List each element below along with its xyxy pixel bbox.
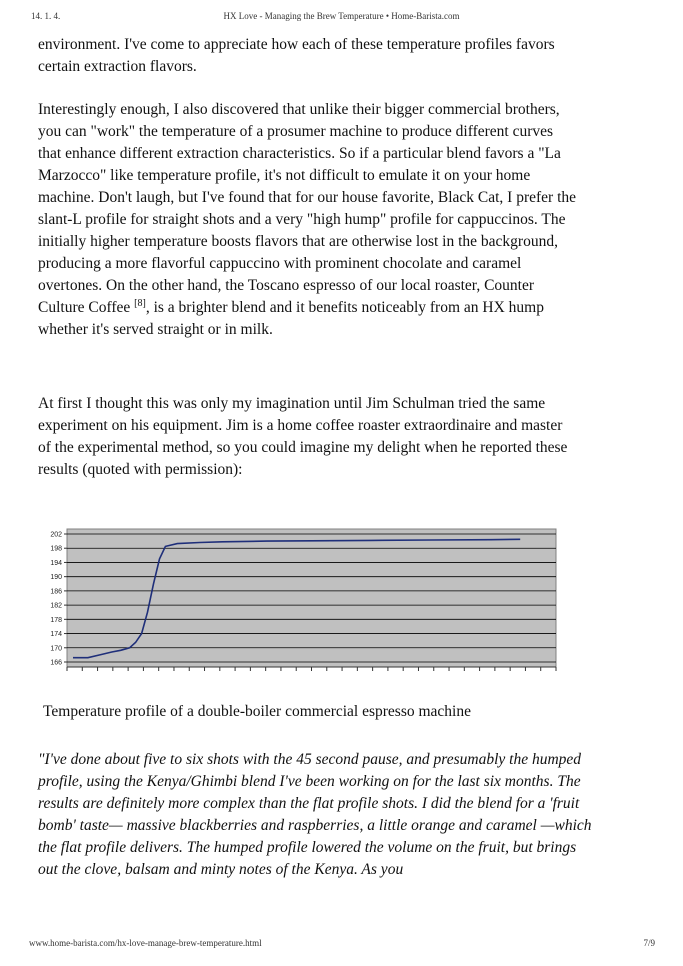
- figure-caption: Temperature profile of a double-boiler commercial espresso machine: [43, 703, 471, 720]
- y-tick-label: 198: [50, 545, 62, 553]
- paragraph-text: At first I thought this was only my imagination until Jim Schulman tried the same experiment on his equipment. Jim is a home coffee roaster extraordinaire and master of the experimental method, so you could imagine my delight when he reported these results (quoted with permission):: [38, 395, 568, 478]
- page-number: 7/9: [643, 938, 655, 948]
- paragraph-text: environment. I've come to appreciate how each of these temperature profiles favors certain extraction flavors.: [38, 36, 555, 75]
- article-paragraph: [38, 99, 578, 341]
- page-title: HX Love - Managing the Brew Temperature • Home-Barista.com: [223, 11, 460, 21]
- page-url: www.home-barista.com/hx-love-manage-brew-temperature.html: [29, 938, 262, 948]
- y-tick-label: 186: [50, 588, 62, 596]
- y-axis: [50, 532, 67, 667]
- y-tick-label: 194: [50, 559, 62, 567]
- y-tick-label: 166: [50, 659, 62, 667]
- y-tick-label: 182: [50, 602, 62, 610]
- paragraph-text: [38, 99, 578, 341]
- paragraph-text-part: Interestingly enough, I also discovered that unlike their bigger commercial brothers, you can "work" the temperature of a prosumer machine to produce different curves that enhance different extraction characteristics. So if a particular blend favors a "La Marzocco" like temperature profile, it's not difficult to emulate it on your home machine. Don't laugh, but I've found that for our house favorite, Black Cat, I prefer the slant-L profile for straight shots and a very "high hump" profile for cappuccinos. The initially higher temperature boosts flavors that are otherwise lost in the background, producing a more flavorful cappuccino with prominent chocolate and caramel overtones. On the other hand, the Toscano espresso of our local roaster, Counter Culture Coffee: [38, 101, 577, 316]
- article-paragraph: [38, 393, 578, 481]
- x-axis: [67, 667, 556, 671]
- footnote-ref-link[interactable]: [8]: [134, 297, 146, 309]
- paragraph-text-part: , is a brighter blend and it benefits noticeably from an HX hump whether it's served straight or in milk.: [38, 299, 544, 338]
- page-header: [0, 11, 683, 25]
- quoted-text: "I've done about five to six shots with the 45 second pause, and presumably the humped profile, using the Kenya/Ghimbi blend I've been working on for the last six months. The results are definitely more complex than the flat profile shots. I did the blend for a 'fruit bomb' taste— massive blackberries and raspberries, a little orange and caramel —which the flat profile delivers. The humped profile lowered the volume on the fruit, but brings out the clove, balsam and minty notes of the Kenya. As you: [38, 751, 592, 878]
- y-tick-label: 170: [50, 645, 62, 653]
- temperature-chart: [33, 527, 560, 679]
- article-paragraph: [38, 34, 578, 78]
- y-tick-label: 202: [50, 531, 62, 539]
- chart-svg: [33, 527, 560, 679]
- page-footer: [0, 938, 683, 952]
- y-tick-label: 178: [50, 616, 62, 624]
- y-tick-label: 190: [50, 574, 62, 582]
- y-tick-label: 174: [50, 631, 62, 639]
- plot-area: [67, 529, 556, 667]
- print-date: 14. 1. 4.: [31, 11, 61, 21]
